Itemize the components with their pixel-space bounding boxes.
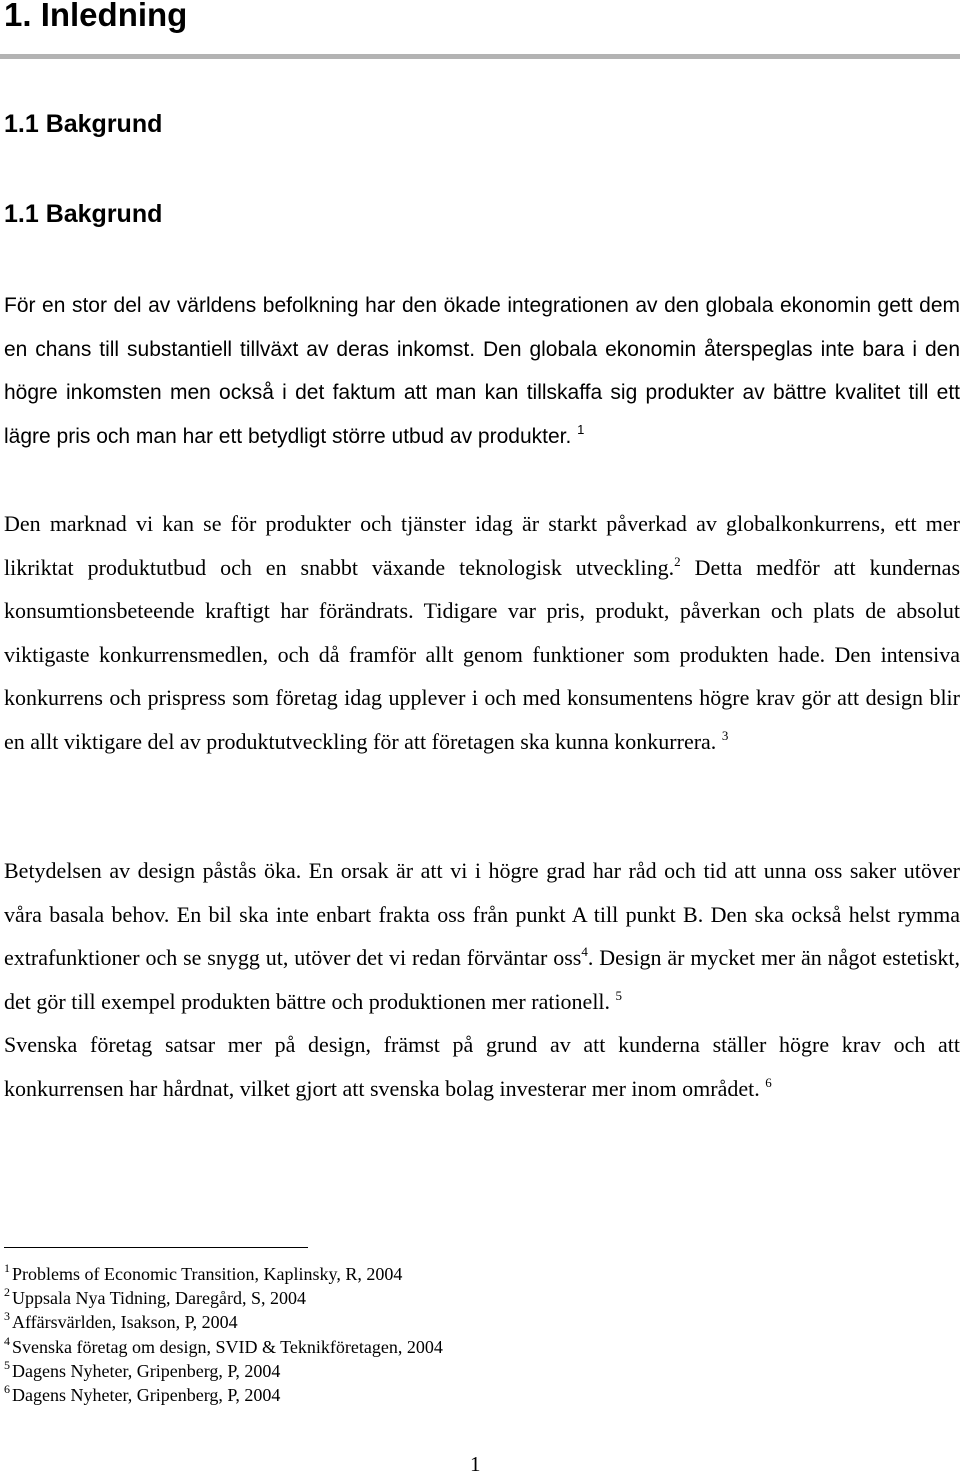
paragraph-text: Betydelsen av design påstås öka. En orsak är att vi i högre grad har råd och tid att unna oss saker utöver våra basala behov. En bil ska inte enbart frakta oss från punkt A till punkt B. Den ska också helst rymma extrafunktioner och se snygg ut, utöver det vi redan förväntar oss — [4, 858, 960, 971]
page-number: 1 — [470, 1452, 481, 1476]
footnote-text: Svenska företag om design, SVID & Teknikföretagen, 2004 — [12, 1336, 443, 1357]
paragraph-text: För en stor del av världens befolkning har den ökade integrationen av den globala ekonomin gett dem en chans till substantiell tillväxt av deras inkomst. Den globala ekonomin återspeglas inte bara i den högre inkomsten men också i det faktum att man kan tillskaffa sig produkter av bättre kvalitet till ett lägre pris och man har ett betydligt större utbud av produkter. — [4, 294, 960, 448]
paragraph-text: Svenska företag satsar mer på design, främst på grund av att kunderna ställer högre krav och att konkurrensen har hårdnat, vilket gjort att svenska bolag investerar mer inom området. — [4, 1032, 960, 1101]
footnote-number: 2 — [4, 1285, 10, 1300]
footnote-item — [4, 1262, 443, 1286]
footnote-ref: 3 — [721, 727, 729, 743]
footnote-item — [4, 1383, 443, 1407]
footnote-item — [4, 1310, 443, 1334]
section-heading-repeat: 1.1 Bakgrund — [4, 200, 163, 228]
paragraph-text: Detta medför att kundernas konsumtionsbeteende kraftigt har förändrats. Tidigare var pris, produkt, påverkan och plats de absolut viktigaste konkurrensmedlen, och då framför allt genom funktioner som produkten hade. Den intensiva konkurrens och prispress som företag idag upplever i och med konsumentens högre krav gör att design blir en allt viktigare del av produktutveckling för att företagen ska kunna konkurrera. — [4, 554, 960, 754]
footnote-ref: 2 — [674, 553, 681, 569]
footnote-ref: 4 — [581, 944, 588, 960]
footnote-text: Uppsala Nya Tidning, Daregård, S, 2004 — [12, 1288, 306, 1309]
footnote-number: 1 — [4, 1261, 10, 1275]
footnote-ref: 1 — [577, 421, 585, 437]
footnote-ref: 6 — [765, 1074, 772, 1090]
footnote-separator — [4, 1247, 308, 1248]
footnote-number: 6 — [4, 1382, 10, 1397]
heading-underline-rule — [0, 54, 960, 59]
paragraph-globalization — [4, 284, 960, 458]
footnote-number: 3 — [4, 1309, 10, 1324]
paragraph-text: . Design är mycket mer än något estetiskt, det gör till exempel produkten bättre och produktionen mer rationell. — [4, 945, 960, 1014]
chapter-heading: 1. Inledning — [4, 0, 188, 33]
footnote-text: Affärsvärlden, Isakson, P, 2004 — [12, 1312, 238, 1333]
footnote-ref: 5 — [615, 987, 623, 1003]
footnote-number: 5 — [4, 1357, 10, 1372]
footnote-text: Dagens Nyheter, Gripenberg, P, 2004 — [12, 1360, 281, 1381]
footnote-item — [4, 1286, 443, 1310]
footnote-text: Dagens Nyheter, Gripenberg, P, 2004 — [12, 1385, 281, 1406]
paragraph-text: Den marknad vi kan se för produkter och tjänster idag är starkt påverkad av globalkonkurrens, ett mer likriktat produktutbud och en snabbt växande teknologisk utveckling. — [4, 511, 960, 580]
footnote-text: Problems of Economic Transition, Kaplinsky, R, 2004 — [12, 1264, 403, 1284]
footnote-item — [4, 1359, 443, 1383]
footnote-number: 4 — [4, 1333, 10, 1348]
footnote-item — [4, 1335, 443, 1359]
section-heading: 1.1 Bakgrund — [4, 110, 163, 138]
paragraph-design — [4, 849, 960, 1111]
paragraph-market — [4, 502, 960, 764]
footnote-list — [4, 1262, 443, 1407]
